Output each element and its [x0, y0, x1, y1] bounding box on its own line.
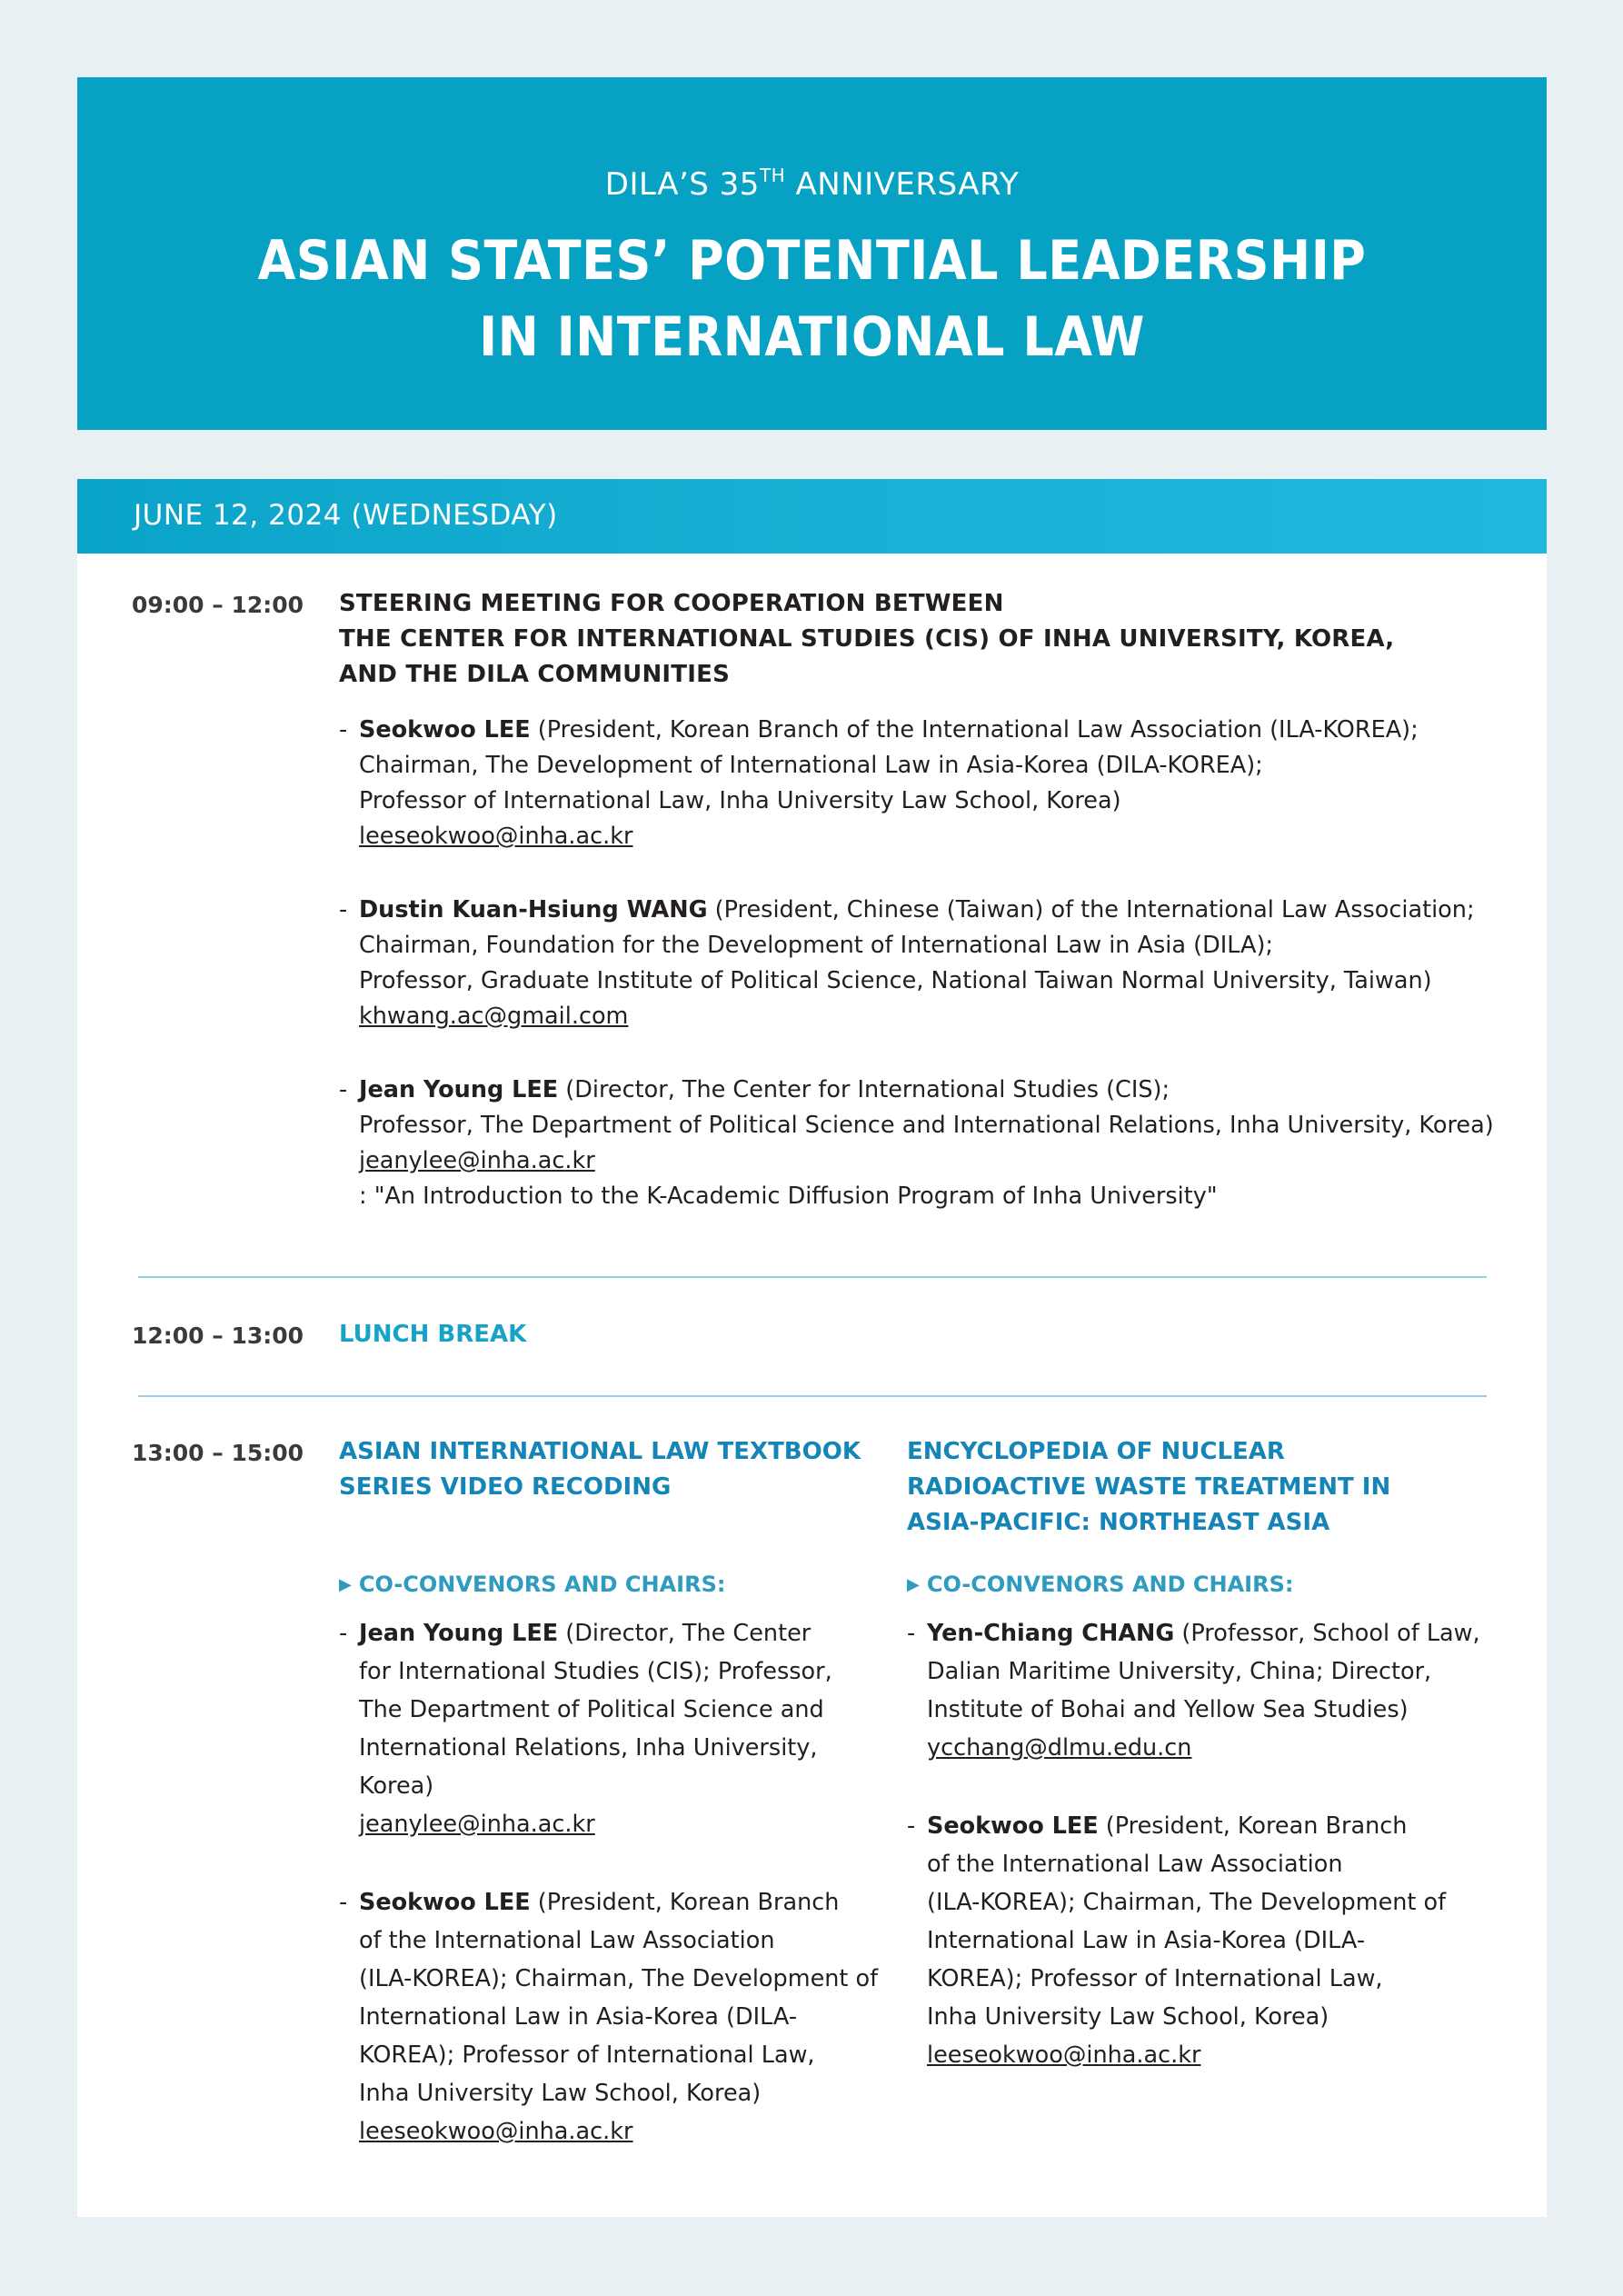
lunch-title: LUNCH BREAK: [339, 1321, 527, 1348]
date-bar: [77, 479, 1547, 554]
participant-detail: Institute of Bohai and Yellow Sea Studies): [927, 1696, 1409, 1723]
session1-content: [339, 586, 1520, 1214]
convenors-label: CO-CONVENORS AND CHAIRS:: [926, 1572, 1294, 1597]
participant-detail: International Law in Asia-Korea (DILA-: [359, 2003, 798, 2031]
title-line-1: ASIAN STATES’ POTENTIAL LEADERSHIP: [257, 229, 1367, 293]
participant-detail: (ILA-KOREA); Chairman, The Development of: [927, 1889, 1447, 1916]
participant-detail: of the International Law Association: [359, 1927, 775, 1954]
participant-detail: Chairman, Foundation for the Development of International Law in Asia (DILA);: [359, 932, 1274, 959]
participant-detail: (President, Korean Branch: [1098, 1812, 1408, 1840]
list-dash: -: [907, 1812, 916, 1840]
participant-email-link[interactable]: jeanylee@inha.ac.kr: [359, 1811, 595, 1838]
date-label: JUNE 12, 2024 (WEDNESDAY): [134, 499, 558, 532]
section-divider: [138, 1276, 1487, 1278]
list-dash: -: [339, 1076, 348, 1103]
convenors-label: CO-CONVENORS AND CHAIRS:: [358, 1572, 726, 1597]
participant-detail: (President, Korean Branch of the International Law Association (ILA-KOREA);: [530, 716, 1419, 744]
session1-title-line: AND THE DILA COMMUNITIES: [339, 661, 730, 688]
program-card: [77, 479, 1547, 2217]
lunch-time: 12:00 – 13:00: [132, 1323, 304, 1349]
participant-detail: Professor of International Law, Inha University Law School, Korea): [359, 787, 1121, 814]
participant-email-link[interactable]: khwang.ac@gmail.com: [359, 1003, 629, 1030]
convenors-heading: [907, 1566, 1525, 1603]
participant: [339, 1073, 1520, 1214]
subtitle-prefix: DILA’S 35: [604, 166, 760, 203]
participant-detail: (President, Korean Branch: [530, 1889, 840, 1916]
participant-detail: Professor, The Department of Political Science and International Relations, Inha University, Korea): [359, 1112, 1494, 1139]
session1-time: 09:00 – 12:00: [132, 592, 304, 618]
title-line-2: IN INTERNATIONAL LAW: [479, 305, 1145, 369]
participant-detail: Inha University Law School, Korea): [359, 2080, 762, 2107]
subtitle-sup: TH: [759, 165, 786, 186]
list-dash: -: [339, 716, 348, 744]
participant-detail: International Relations, Inha University,: [359, 1734, 818, 1762]
participant-detail: Professor, Graduate Institute of Political Science, National Taiwan Normal University, Taiwan): [359, 967, 1432, 994]
session3-left: [339, 1434, 902, 2151]
participant-detail: The Department of Political Science and: [359, 1696, 824, 1723]
session1-title: [339, 586, 1520, 693]
participant: [339, 893, 1520, 1034]
triangle-right-icon: ▶: [339, 1575, 352, 1594]
session3-left-title-line: ASIAN INTERNATIONAL LAW TEXTBOOK: [339, 1438, 861, 1465]
session3-right-title-line: ASIA-PACIFIC: NORTHEAST ASIA: [907, 1509, 1330, 1536]
session3-right-title: [907, 1434, 1525, 1541]
list-dash: -: [907, 1620, 916, 1647]
session3-left-title-line: SERIES VIDEO RECODING: [339, 1473, 672, 1501]
convenors-heading: [339, 1566, 902, 1603]
participant-name: Yen-Chiang CHANG: [927, 1620, 1175, 1647]
participant-email-link[interactable]: jeanylee@inha.ac.kr: [359, 1147, 595, 1174]
participant-email-link[interactable]: ycchang@dlmu.edu.cn: [927, 1734, 1192, 1762]
session1-title-line: STEERING MEETING FOR COOPERATION BETWEEN: [339, 590, 1004, 617]
participant-name: Jean Young LEE: [359, 1620, 559, 1647]
participant-detail: International Law in Asia-Korea (DILA-: [927, 1927, 1366, 1954]
participant-detail: KOREA); Professor of International Law,: [927, 1965, 1383, 1992]
participant: [907, 1614, 1525, 1767]
participant: [339, 1614, 902, 1843]
session1-title-line: THE CENTER FOR INTERNATIONAL STUDIES (CIS) OF INHA UNIVERSITY, KOREA,: [339, 625, 1395, 653]
page-title: [77, 223, 1547, 375]
participant-detail: KOREA); Professor of International Law,: [359, 2041, 815, 2069]
anniversary-subtitle: [77, 165, 1547, 203]
participant-name: Seokwoo LEE: [359, 716, 531, 744]
participant-detail: (ILA-KOREA); Chairman, The Development of: [359, 1965, 879, 1992]
participant: [339, 1883, 902, 2151]
participant-detail: (Director, The Center: [558, 1620, 812, 1647]
participant-name: Seokwoo LEE: [927, 1812, 1099, 1840]
participant-detail: Inha University Law School, Korea): [927, 2003, 1329, 2031]
talk-title: : "An Introduction to the K-Academic Diffusion Program of Inha University": [359, 1183, 1218, 1210]
participant-detail: of the International Law Association: [927, 1851, 1343, 1878]
session3-right: [907, 1434, 1525, 2074]
section-divider: [138, 1395, 1487, 1397]
subtitle-suffix: ANNIVERSARY: [785, 166, 1020, 203]
session3-right-title-line: ENCYCLOPEDIA OF NUCLEAR: [907, 1438, 1285, 1465]
participant: [907, 1807, 1525, 2074]
list-dash: -: [339, 896, 348, 923]
participant-detail: (President, Chinese (Taiwan) of the International Law Association;: [707, 896, 1475, 923]
participant-name: Jean Young LEE: [359, 1076, 559, 1103]
participant-detail: Dalian Maritime University, China; Director,: [927, 1658, 1432, 1685]
lunch-content: [339, 1317, 1520, 1353]
participant-detail: Chairman, The Development of International Law in Asia-Korea (DILA-KOREA);: [359, 752, 1263, 779]
list-dash: -: [339, 1889, 348, 1916]
participant-detail: for International Studies (CIS); Professor,: [359, 1658, 832, 1685]
session3-time: 13:00 – 15:00: [132, 1440, 304, 1466]
triangle-right-icon: ▶: [907, 1575, 920, 1594]
participant-detail: (Professor, School of Law,: [1174, 1620, 1480, 1647]
participant-email-link[interactable]: leeseokwoo@inha.ac.kr: [927, 2041, 1201, 2069]
participant-email-link[interactable]: leeseokwoo@inha.ac.kr: [359, 2118, 633, 2145]
participant-detail: (Director, The Center for International Studies (CIS);: [558, 1076, 1170, 1103]
participant: [339, 713, 1520, 854]
participant-name: Dustin Kuan-Hsiung WANG: [359, 896, 708, 923]
session3-right-title-line: RADIOACTIVE WASTE TREATMENT IN: [907, 1473, 1391, 1501]
header-banner: [77, 77, 1547, 430]
session3-left-title: [339, 1434, 902, 1505]
participant-email-link[interactable]: leeseokwoo@inha.ac.kr: [359, 823, 633, 850]
participant-detail: Korea): [359, 1772, 434, 1800]
list-dash: -: [339, 1620, 348, 1647]
participant-name: Seokwoo LEE: [359, 1889, 531, 1916]
